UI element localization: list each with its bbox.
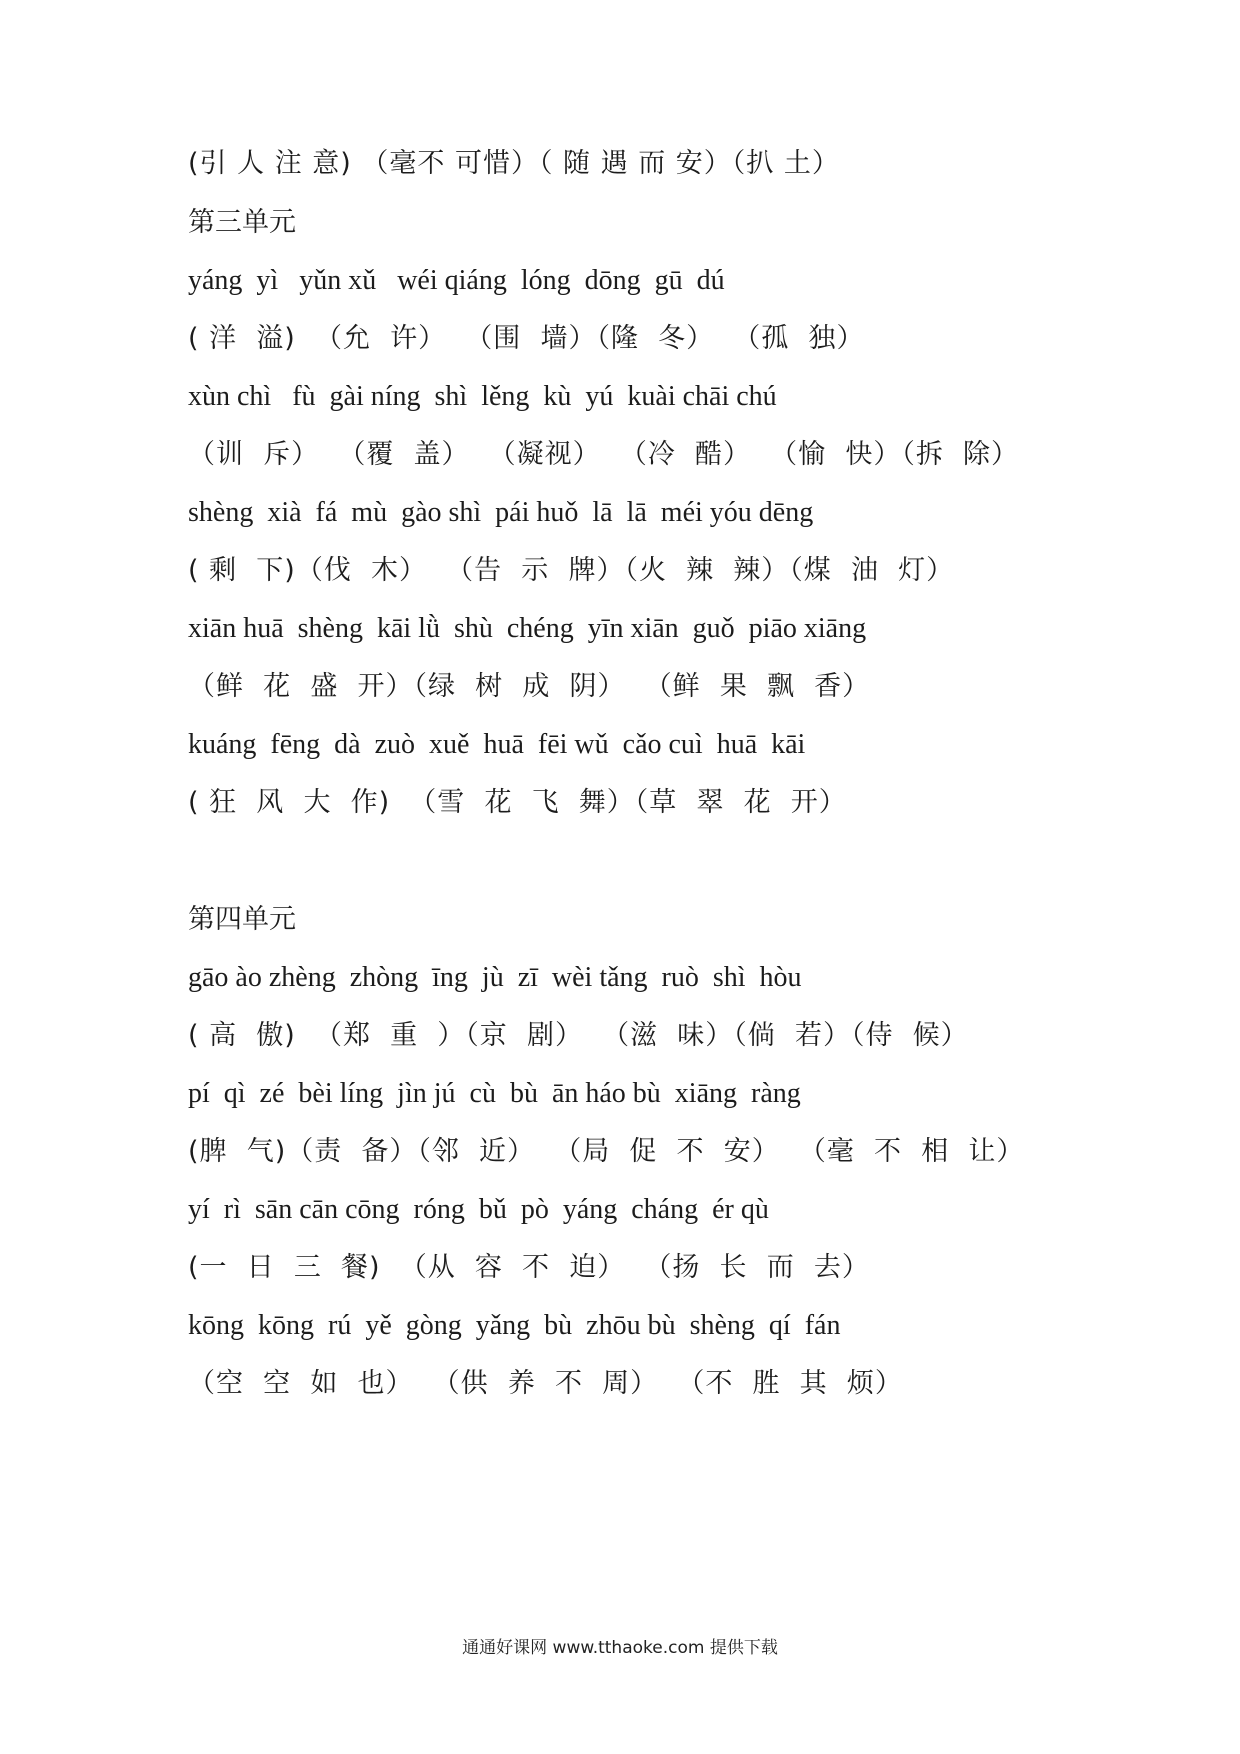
unit4-pinyin-line-2: pí qì zé bèi líng jìn jú cù bù ān háo bù xiāng ràng — [188, 1078, 801, 1109]
unit3-heading: 第三单元 — [188, 207, 296, 238]
unit4-hanzi-line-3: (一 日 三 餐) （从 容 不 迫） （扬 长 而 去） — [188, 1252, 870, 1283]
unit3-pinyin-line-1: yáng yì yǔn xǔ wéi qiáng lóng dōng gū dú — [188, 265, 725, 296]
unit3-pinyin-line-4: xiān huā shèng kāi lǜ shù chéng yīn xiān guǒ piāo xiāng — [188, 613, 867, 644]
unit4-hanzi-line-4: （空 空 如 也） （供 养 不 周） （不 胜 其 烦） — [188, 1368, 903, 1399]
unit3-hanzi-line-2: （训 斥） （覆 盖） （凝视） （冷 酷） （愉 快）（拆 除） — [188, 439, 1019, 470]
unit3-hanzi-line-1: ( 洋 溢) （允 许） （围 墙）（隆 冬） （孤 独） — [188, 323, 865, 354]
unit3-hanzi-line-4: （鲜 花 盛 开）（绿 树 成 阴） （鲜 果 飘 香） — [188, 671, 871, 702]
unit4-pinyin-line-4: kōng kōng rú yě gòng yǎng bù zhōu bù shèng qí fán — [188, 1310, 841, 1341]
unit3-pinyin-line-5: kuáng fēng dà zuò xuě huā fēi wǔ cǎo cuì huā kāi — [188, 729, 806, 760]
unit4-hanzi-line-1: ( 高 傲) （郑 重 ）（京 剧） （滋 味）（倘 若）（侍 候） — [188, 1020, 969, 1051]
page-footer: 通通好课网 www.tthaoke.com 提供下载 — [462, 1638, 778, 1658]
unit3-pinyin-line-2: xùn chì fù gài níng shì lěng kù yú kuài chāi chú — [188, 381, 777, 412]
unit4-pinyin-line-3: yí rì sān cān cōng róng bǔ pò yáng cháng ér qù — [188, 1194, 769, 1225]
unit3-pinyin-line-3: shèng xià fá mù gào shì pái huǒ lā lā méi yóu dēng — [188, 497, 814, 528]
unit4-heading: 第四单元 — [188, 904, 296, 935]
unit4-hanzi-line-2: (脾 气)（责 备）（邻 近） （局 促 不 安） （毫 不 相 让） — [188, 1136, 1025, 1167]
unit3-hanzi-line-5: ( 狂 风 大 作) （雪 花 飞 舞）（草 翠 花 开） — [188, 787, 847, 818]
vocab-line-top: (引 人 注 意) （毫不 可惜）（ 随 遇 而 安）（扒 土） — [188, 148, 840, 179]
unit3-hanzi-line-3: ( 剩 下)（伐 木） （告 示 牌）（火 辣 辣）（煤 油 灯） — [188, 555, 955, 586]
unit4-pinyin-line-1: gāo ào zhèng zhòng īng jù zī wèi tǎng ruò shì hòu — [188, 962, 802, 993]
